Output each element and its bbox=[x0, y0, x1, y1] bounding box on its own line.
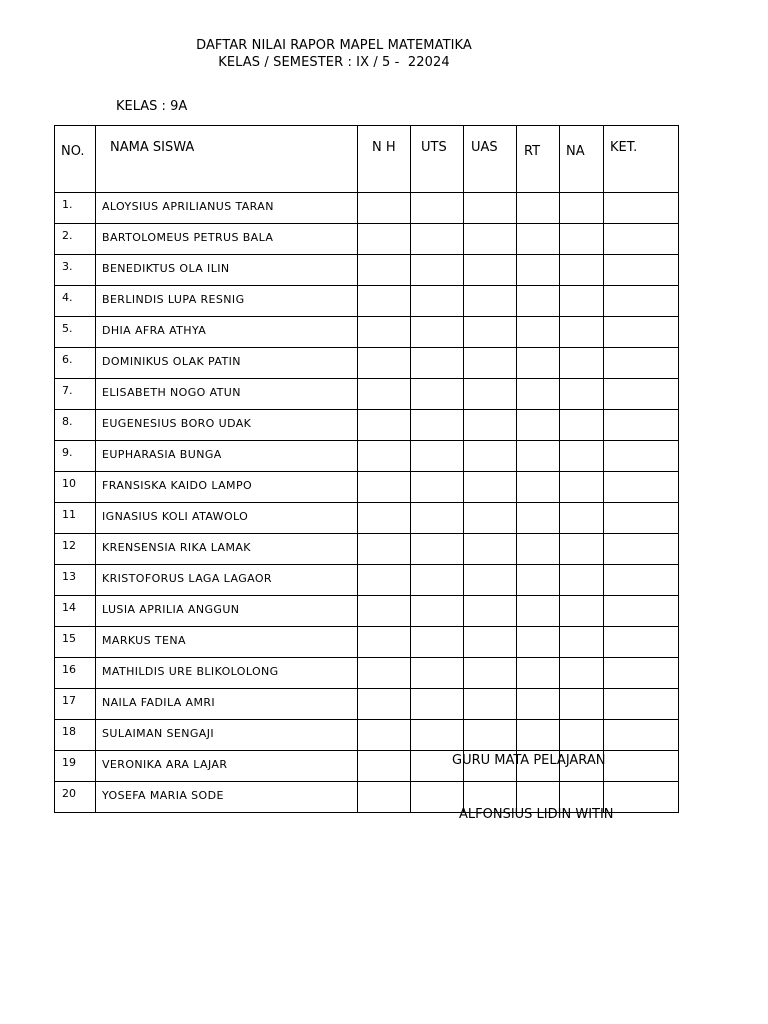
grade-cell-na bbox=[560, 503, 604, 534]
grade-cell-nh bbox=[358, 379, 411, 410]
grade-cell-ket bbox=[604, 720, 679, 751]
grade-cell-uts bbox=[411, 286, 464, 317]
grade-cell-uts bbox=[411, 472, 464, 503]
student-name: LUSIA APRILIA ANGGUN bbox=[96, 596, 358, 627]
col-header-no: NO. bbox=[55, 126, 96, 193]
grade-cell-uas bbox=[464, 255, 517, 286]
grade-cell-rt bbox=[517, 286, 560, 317]
student-name: IGNASIUS KOLI ATAWOLO bbox=[96, 503, 358, 534]
table-row bbox=[55, 534, 679, 565]
grade-cell-rt bbox=[517, 379, 560, 410]
col-header-uts: UTS bbox=[411, 126, 464, 193]
table-row bbox=[55, 627, 679, 658]
grade-cell-rt bbox=[517, 658, 560, 689]
grade-cell-uas bbox=[464, 689, 517, 720]
grade-cell-ket bbox=[604, 534, 679, 565]
row-number: 3. bbox=[55, 255, 96, 286]
signature-role: GURU MATA PELAJARAN bbox=[452, 753, 606, 768]
grade-cell-uts bbox=[411, 627, 464, 658]
grade-cell-rt bbox=[517, 565, 560, 596]
table-row bbox=[55, 193, 679, 224]
grade-cell-nh bbox=[358, 286, 411, 317]
grade-cell-uts bbox=[411, 596, 464, 627]
grade-cell-nh bbox=[358, 627, 411, 658]
row-number: 19 bbox=[55, 751, 96, 782]
grade-cell-uts bbox=[411, 720, 464, 751]
grade-cell-nh bbox=[358, 751, 411, 782]
table-row bbox=[55, 348, 679, 379]
grade-cell-uas bbox=[464, 379, 517, 410]
row-number: 15 bbox=[55, 627, 96, 658]
grade-cell-uas bbox=[464, 627, 517, 658]
grade-cell-nh bbox=[358, 193, 411, 224]
document-title: DAFTAR NILAI RAPOR MAPEL MATEMATIKA bbox=[196, 38, 472, 53]
grade-cell-rt bbox=[517, 317, 560, 348]
grade-cell-nh bbox=[358, 317, 411, 348]
grade-cell-ket bbox=[604, 286, 679, 317]
grade-cell-uas bbox=[464, 286, 517, 317]
student-name: NAILA FADILA AMRI bbox=[96, 689, 358, 720]
grade-cell-uts bbox=[411, 503, 464, 534]
grade-cell-na bbox=[560, 627, 604, 658]
grade-cell-uts bbox=[411, 658, 464, 689]
table-row bbox=[55, 565, 679, 596]
table-row bbox=[55, 286, 679, 317]
table-row bbox=[55, 658, 679, 689]
row-number: 4. bbox=[55, 286, 96, 317]
student-name: YOSEFA MARIA SODE bbox=[96, 782, 358, 813]
table-row bbox=[55, 317, 679, 348]
grade-cell-nh bbox=[358, 782, 411, 813]
student-name: EUGENESIUS BORO UDAK bbox=[96, 410, 358, 441]
grade-cell-nh bbox=[358, 596, 411, 627]
grade-cell-uas bbox=[464, 534, 517, 565]
col-header-na: NA bbox=[560, 126, 604, 193]
student-name: BARTOLOMEUS PETRUS BALA bbox=[96, 224, 358, 255]
grade-cell-ket bbox=[604, 255, 679, 286]
student-name: FRANSISKA KAIDO LAMPO bbox=[96, 472, 358, 503]
row-number: 9. bbox=[55, 441, 96, 472]
student-name: ELISABETH NOGO ATUN bbox=[96, 379, 358, 410]
grade-cell-ket bbox=[604, 193, 679, 224]
student-name: MARKUS TENA bbox=[96, 627, 358, 658]
table-header-row bbox=[55, 126, 679, 193]
grade-cell-ket bbox=[604, 224, 679, 255]
grade-cell-na bbox=[560, 193, 604, 224]
grade-cell-uas bbox=[464, 658, 517, 689]
grade-cell-uas bbox=[464, 348, 517, 379]
grade-cell-uts bbox=[411, 534, 464, 565]
grade-cell-nh bbox=[358, 472, 411, 503]
grade-cell-rt bbox=[517, 348, 560, 379]
grade-cell-nh bbox=[358, 348, 411, 379]
grade-cell-rt bbox=[517, 596, 560, 627]
row-number: 6. bbox=[55, 348, 96, 379]
row-number: 20 bbox=[55, 782, 96, 813]
row-number: 13 bbox=[55, 565, 96, 596]
grade-cell-ket bbox=[604, 689, 679, 720]
grade-cell-rt bbox=[517, 441, 560, 472]
grade-cell-ket bbox=[604, 379, 679, 410]
grade-cell-rt bbox=[517, 627, 560, 658]
grade-cell-nh bbox=[358, 534, 411, 565]
table-row bbox=[55, 255, 679, 286]
table-row bbox=[55, 224, 679, 255]
grade-cell-ket bbox=[604, 627, 679, 658]
row-number: 18 bbox=[55, 720, 96, 751]
grade-cell-ket bbox=[604, 503, 679, 534]
grade-cell-ket bbox=[604, 782, 679, 813]
grade-cell-uts bbox=[411, 348, 464, 379]
row-number: 14 bbox=[55, 596, 96, 627]
row-number: 16 bbox=[55, 658, 96, 689]
grade-cell-na bbox=[560, 317, 604, 348]
grade-cell-nh bbox=[358, 224, 411, 255]
grade-cell-uts bbox=[411, 441, 464, 472]
grade-cell-na bbox=[560, 410, 604, 441]
grade-cell-uas bbox=[464, 596, 517, 627]
col-header-ket: KET. bbox=[604, 126, 679, 193]
row-number: 2. bbox=[55, 224, 96, 255]
student-name: VERONIKA ARA LAJAR bbox=[96, 751, 358, 782]
grade-cell-na bbox=[560, 441, 604, 472]
grade-cell-na bbox=[560, 348, 604, 379]
grade-cell-na bbox=[560, 224, 604, 255]
grade-cell-na bbox=[560, 689, 604, 720]
grade-cell-nh bbox=[358, 565, 411, 596]
row-number: 7. bbox=[55, 379, 96, 410]
grade-cell-ket bbox=[604, 658, 679, 689]
grade-cell-uts bbox=[411, 410, 464, 441]
grade-cell-ket bbox=[604, 596, 679, 627]
col-header-nama-siswa: NAMA SISWA bbox=[96, 126, 358, 193]
row-number: 12 bbox=[55, 534, 96, 565]
row-number: 10 bbox=[55, 472, 96, 503]
grade-cell-rt bbox=[517, 193, 560, 224]
col-header-nh: N H bbox=[358, 126, 411, 193]
grade-cell-nh bbox=[358, 658, 411, 689]
grade-cell-ket bbox=[604, 410, 679, 441]
grade-cell-uas bbox=[464, 720, 517, 751]
grade-cell-rt bbox=[517, 255, 560, 286]
grade-cell-na bbox=[560, 658, 604, 689]
grade-cell-rt bbox=[517, 410, 560, 441]
grade-cell-nh bbox=[358, 441, 411, 472]
grade-cell-rt bbox=[517, 689, 560, 720]
table-row bbox=[55, 472, 679, 503]
class-label: KELAS : 9A bbox=[116, 99, 188, 114]
table-row bbox=[55, 441, 679, 472]
row-number: 5. bbox=[55, 317, 96, 348]
student-name: DHIA AFRA ATHYA bbox=[96, 317, 358, 348]
col-header-uas: UAS bbox=[464, 126, 517, 193]
table-row bbox=[55, 379, 679, 410]
grade-cell-na bbox=[560, 286, 604, 317]
grade-cell-ket bbox=[604, 348, 679, 379]
grade-cell-uas bbox=[464, 565, 517, 596]
grade-cell-uts bbox=[411, 782, 464, 813]
grade-cell-ket bbox=[604, 565, 679, 596]
grade-cell-uas bbox=[464, 193, 517, 224]
table-row bbox=[55, 596, 679, 627]
table-row bbox=[55, 720, 679, 751]
grade-cell-uts bbox=[411, 317, 464, 348]
grade-cell-nh bbox=[358, 410, 411, 441]
grade-cell-rt bbox=[517, 472, 560, 503]
grade-cell-uas bbox=[464, 441, 517, 472]
table-row bbox=[55, 410, 679, 441]
student-name: ALOYSIUS APRILIANUS TARAN bbox=[96, 193, 358, 224]
grade-cell-na bbox=[560, 472, 604, 503]
student-name: SULAIMAN SENGAJI bbox=[96, 720, 358, 751]
grade-cell-uts bbox=[411, 565, 464, 596]
grade-cell-na bbox=[560, 720, 604, 751]
grade-cell-nh bbox=[358, 720, 411, 751]
grade-cell-uts bbox=[411, 193, 464, 224]
grade-cell-uas bbox=[464, 410, 517, 441]
grade-cell-rt bbox=[517, 503, 560, 534]
grade-cell-ket bbox=[604, 472, 679, 503]
student-name: KRENSENSIA RIKA LAMAK bbox=[96, 534, 358, 565]
student-name: BERLINDIS LUPA RESNIG bbox=[96, 286, 358, 317]
row-number: 1. bbox=[55, 193, 96, 224]
grade-cell-uts bbox=[411, 255, 464, 286]
student-name: MATHILDIS URE BLIKOLOLONG bbox=[96, 658, 358, 689]
row-number: 8. bbox=[55, 410, 96, 441]
grade-cell-na bbox=[560, 534, 604, 565]
grade-cell-uas bbox=[464, 317, 517, 348]
grade-cell-rt bbox=[517, 534, 560, 565]
student-name: DOMINIKUS OLAK PATIN bbox=[96, 348, 358, 379]
grade-cell-na bbox=[560, 565, 604, 596]
student-name: BENEDIKTUS OLA ILIN bbox=[96, 255, 358, 286]
grade-cell-ket bbox=[604, 751, 679, 782]
grade-cell-na bbox=[560, 596, 604, 627]
row-number: 11 bbox=[55, 503, 96, 534]
row-number: 17 bbox=[55, 689, 96, 720]
grade-cell-rt bbox=[517, 224, 560, 255]
grade-cell-rt bbox=[517, 720, 560, 751]
grade-cell-ket bbox=[604, 441, 679, 472]
grade-cell-nh bbox=[358, 255, 411, 286]
table-row bbox=[55, 503, 679, 534]
grade-cell-nh bbox=[358, 503, 411, 534]
signature-name: ALFONSIUS LIDIN WITIN bbox=[459, 807, 614, 822]
student-name: KRISTOFORUS LAGA LAGAOR bbox=[96, 565, 358, 596]
grade-cell-uts bbox=[411, 689, 464, 720]
grade-cell-na bbox=[560, 379, 604, 410]
grade-cell-uts bbox=[411, 224, 464, 255]
student-name: EUPHARASIA BUNGA bbox=[96, 441, 358, 472]
table-row bbox=[55, 689, 679, 720]
document-subtitle: KELAS / SEMESTER : IX / 5 - 22024 bbox=[218, 55, 450, 70]
grade-cell-uas bbox=[464, 503, 517, 534]
grade-cell-na bbox=[560, 255, 604, 286]
grade-cell-uas bbox=[464, 472, 517, 503]
grades-table bbox=[54, 125, 679, 813]
grade-cell-uts bbox=[411, 379, 464, 410]
grade-cell-uas bbox=[464, 224, 517, 255]
table-body bbox=[55, 193, 679, 813]
grade-cell-nh bbox=[358, 689, 411, 720]
grade-cell-ket bbox=[604, 317, 679, 348]
col-header-rt: RT bbox=[517, 126, 560, 193]
